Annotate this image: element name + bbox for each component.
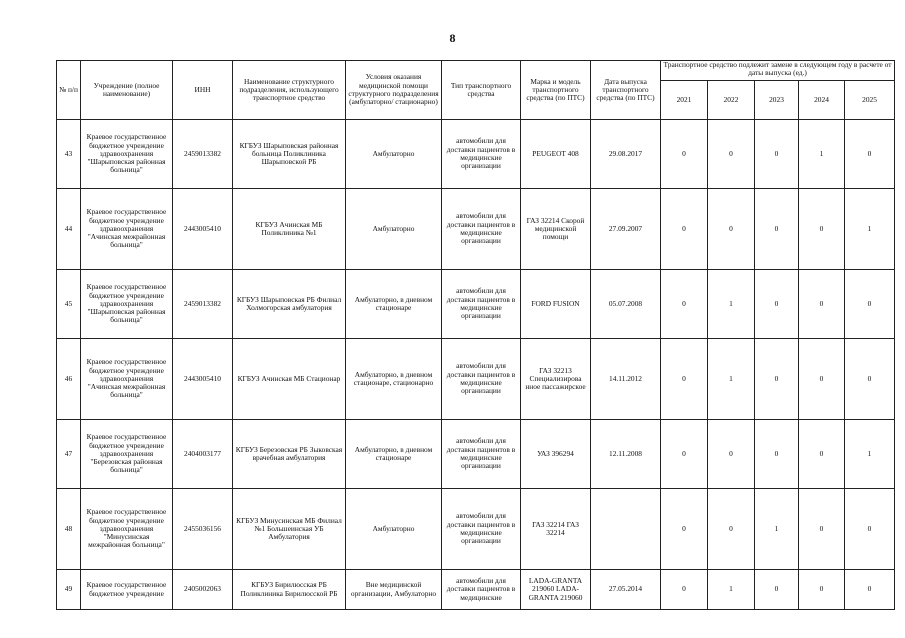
table-row	[57, 120, 895, 189]
table-row	[57, 270, 895, 339]
release-date: 05.07.2008	[591, 270, 661, 339]
year-value-2022: 0	[708, 420, 755, 489]
year-value-2024: 1	[799, 120, 845, 189]
transport-type: автомобили для доставки пациентов в медицинские организации	[442, 189, 521, 270]
division-name: КГБУЗ Минусинская МБ Филиал №1 Большеинская УБ Амбулатория	[233, 489, 346, 570]
year-value-2023: 0	[755, 420, 799, 489]
care-conditions: Амбулаторно	[346, 120, 442, 189]
division-name: КГБУЗ Бирилюсская РБ Поликлиника Бирилюсской РБ	[233, 570, 346, 610]
transport-type: автомобили для доставки пациентов в медицинские	[442, 570, 521, 610]
inn-value: 2404003177	[173, 420, 233, 489]
header-institution: Учреждение (полное наименование)	[81, 61, 173, 120]
row-number: 48	[57, 489, 81, 570]
care-conditions: Амбулаторно, в дневном стационаре	[346, 270, 442, 339]
year-value-2023: 1	[755, 489, 799, 570]
brand-model: PEUGEOT 408	[521, 120, 591, 189]
table-row	[57, 420, 895, 489]
header-year-2021: 2021	[661, 81, 708, 120]
year-value-2024: 0	[799, 189, 845, 270]
inn-value: 2443005410	[173, 339, 233, 420]
inn-value: 2443005410	[173, 189, 233, 270]
brand-model: ГАЗ 32214 Скорой медицинской помощи	[521, 189, 591, 270]
transport-type: автомобили для доставки пациентов в медицинские организации	[442, 270, 521, 339]
year-value-2025: 0	[845, 270, 895, 339]
year-value-2021: 0	[661, 489, 708, 570]
brand-model: LADA-GRANTA 219060 LADA-GRANTA 219060	[521, 570, 591, 610]
care-conditions: Амбулаторно	[346, 489, 442, 570]
care-conditions: Амбулаторно	[346, 189, 442, 270]
inn-value: 2459013382	[173, 270, 233, 339]
page-number: 8	[449, 31, 456, 45]
table-row	[57, 189, 895, 270]
year-value-2021: 0	[661, 570, 708, 610]
year-value-2021: 0	[661, 189, 708, 270]
header-num: № п/п	[57, 61, 81, 120]
year-value-2023: 0	[755, 570, 799, 610]
year-value-2025: 0	[845, 489, 895, 570]
row-number: 44	[57, 189, 81, 270]
year-value-2021: 0	[661, 270, 708, 339]
release-date: 29.08.2017	[591, 120, 661, 189]
release-date: 27.05.2014	[591, 570, 661, 610]
release-date: 27.09.2007	[591, 189, 661, 270]
row-number: 49	[57, 570, 81, 610]
year-value-2025: 1	[845, 420, 895, 489]
brand-model: ГАЗ 32213 Специализирова нное пассажирское	[521, 339, 591, 420]
inn-value: 2405002063	[173, 570, 233, 610]
row-number: 46	[57, 339, 81, 420]
year-value-2024: 0	[799, 420, 845, 489]
year-value-2022: 0	[708, 489, 755, 570]
header-year-2022: 2022	[708, 81, 755, 120]
header-year-2024: 2024	[799, 81, 845, 120]
brand-model: УАЗ 396294	[521, 420, 591, 489]
division-name: КГБУЗ Шарыповская РБ Филиал Холмогорская амбулатория	[233, 270, 346, 339]
year-value-2025: 0	[845, 339, 895, 420]
year-value-2021: 0	[661, 120, 708, 189]
division-name: КГБУЗ Шарыповская районная больница Поликлиника Шарыповской РБ	[233, 120, 346, 189]
brand-model: ГАЗ 32214 ГАЗ 32214	[521, 489, 591, 570]
row-number: 45	[57, 270, 81, 339]
header-brand-model: Марка и модель транспортного средства (по ПТС)	[521, 61, 591, 120]
header-year-2025: 2025	[845, 81, 895, 120]
year-value-2024: 0	[799, 489, 845, 570]
table-row	[57, 570, 895, 610]
inn-value: 2459013382	[173, 120, 233, 189]
division-name: КГБУЗ Ачинская МБ Поликлиника №1	[233, 189, 346, 270]
year-value-2023: 0	[755, 270, 799, 339]
year-value-2025: 0	[845, 120, 895, 189]
care-conditions: Амбулаторно, в дневном стационаре	[346, 420, 442, 489]
institution-name: Краевое государственное бюджетное учреждение здравоохранения "Березовская районная больница"	[81, 420, 173, 489]
header-conditions: Условия оказания медицинской помощи структурного подразделения (амбулаторно/ стационарно)	[346, 61, 442, 120]
header-inn: ИНН	[173, 61, 233, 120]
year-value-2024: 0	[799, 339, 845, 420]
year-value-2023: 0	[755, 339, 799, 420]
transport-type: автомобили для доставки пациентов в медицинские организации	[442, 489, 521, 570]
header-release-date: Дата выпуска транспортного средства (по ПТС)	[591, 61, 661, 120]
division-name: КГБУЗ Ачинская МБ Стационар	[233, 339, 346, 420]
header-year-2023: 2023	[755, 81, 799, 120]
care-conditions: Амбулаторно, в дневном стационаре, стационарно	[346, 339, 442, 420]
year-value-2022: 0	[708, 189, 755, 270]
transport-type: автомобили для доставки пациентов в медицинские организации	[442, 420, 521, 489]
year-value-2025: 1	[845, 189, 895, 270]
release-date	[591, 489, 661, 570]
brand-model: FORD FUSION	[521, 270, 591, 339]
year-value-2023: 0	[755, 189, 799, 270]
division-name: КГБУЗ Березовская РБ Зыковская врачебная амбулатория	[233, 420, 346, 489]
year-value-2022: 1	[708, 570, 755, 610]
row-number: 47	[57, 420, 81, 489]
table-row	[57, 489, 895, 570]
inn-value: 2455036156	[173, 489, 233, 570]
year-value-2025: 0	[845, 570, 895, 610]
year-value-2021: 0	[661, 339, 708, 420]
year-value-2024: 0	[799, 570, 845, 610]
table-row	[57, 339, 895, 420]
release-date: 14.11.2012	[591, 339, 661, 420]
institution-name: Краевое государственное бюджетное учреждение	[81, 570, 173, 610]
release-date: 12.11.2008	[591, 420, 661, 489]
header-division: Наименование структурного подразделения, использующего транспортное средство	[233, 61, 346, 120]
vehicle-table	[56, 60, 895, 610]
header-row	[57, 61, 895, 81]
year-value-2022: 0	[708, 120, 755, 189]
institution-name: Краевое государственное бюджетное учреждение здравоохранения "Минусинская межрайонная больница"	[81, 489, 173, 570]
institution-name: Краевое государственное бюджетное учреждение здравоохранения "Шарыповская районная больница"	[81, 270, 173, 339]
row-number: 43	[57, 120, 81, 189]
year-value-2022: 1	[708, 339, 755, 420]
year-value-2024: 0	[799, 270, 845, 339]
care-conditions: Вне медицинской организации, Амбулаторно	[346, 570, 442, 610]
transport-type: автомобили для доставки пациентов в медицинские организации	[442, 339, 521, 420]
institution-name: Краевое государственное бюджетное учреждение здравоохранения "Ачинская межрайонная больница"	[81, 189, 173, 270]
header-transport-type: Тип транспортного средства	[442, 61, 521, 120]
header-replacement: Транспортное средство подлежит замене в следующем году в расчете от даты выпуска (ед.)	[661, 61, 895, 81]
transport-type: автомобили для доставки пациентов в медицинские организации	[442, 120, 521, 189]
year-value-2021: 0	[661, 420, 708, 489]
institution-name: Краевое государственное бюджетное учреждение здравоохранения "Шарыповская районная больница"	[81, 120, 173, 189]
year-value-2023: 0	[755, 120, 799, 189]
year-value-2022: 1	[708, 270, 755, 339]
institution-name: Краевое государственное бюджетное учреждение здравоохранения "Ачинская межрайонная больница"	[81, 339, 173, 420]
